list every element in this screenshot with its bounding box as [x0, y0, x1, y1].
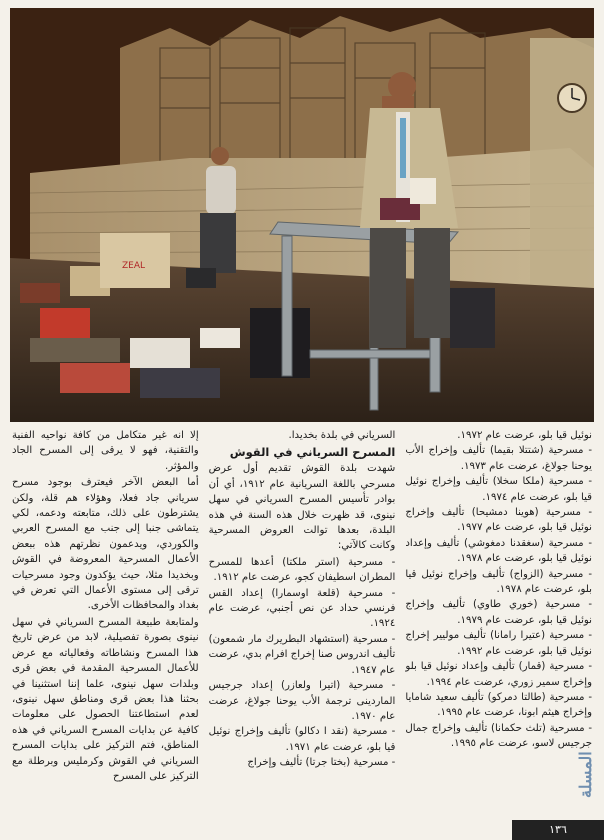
paragraph: إلا انه غير متكامل من كافة نواحيه الفنية والتقنية، فهو لا يرقى إلى المسرح الجاد والمؤثر.: [12, 430, 199, 472]
list-item: - مسرحية (بختا جرتا) تأليف وإخراج: [247, 757, 396, 769]
article-columns: [12, 428, 592, 810]
list-item: - مسرحية (هوينا دمشيحا) تأليف وإخراج نوئيل قيا بلو، عرضت عام ١٩٧٧.: [405, 507, 593, 534]
paragraph: شهدت بلدة القوش تقديم أول عرض مسرحي باللغة السريانية عام ١٩١٢، أي أن بوادر تأسيس المسرح السرياني في سهل نينوى، قد ظهرت خلال هذه السنة في هذه البلدة، بعدها توالت العروض المسرحية وكانت كالآتي:: [208, 463, 396, 552]
paragraph: ولمتابعة طبيعة المسرح السرياني في سهل نينوى بصورة تفصيلية، لابد من عرض تاريخ هذا المسرح ونشاطاته وفعالياته مع عرض للأعمال المسرحية المقدمة في بعض قرى وبلدات سهل نينوى، علما إننا استثنينا في بحثنا هذا بعض قرى ومناطق سهل نينوى، لعدم استطاعتنا الحصول على معلومات كافية عن بدايات المسرح السرياني في هذه المناطق، فتم التركيز على بدايات المسرح السرياني في القوش وكرمليس وبرطلة مع التركيز على المسرح: [12, 616, 199, 782]
list-item: - مسرحية (الزواج) تأليف وإخراج نوئيل قيا بلو، عرضت عام ١٩٧٨.: [405, 568, 593, 596]
list-item: - مسرحية (تلث حكمانا) تأليف وإخراج جمال جرجيس لاسو، عرضت عام ١٩٩٥.: [405, 722, 593, 750]
paragraph: أما البعض الآخر فيعترف بوجود مسرح سرياني جاد فعلا، وهؤلاء هم قلة، ولكن يشترطون على ذلك، متابعته ودعمه، لكي يتماشى جنبا إلى جنب مع المسرح العربي والكوردي، ويدعمون نظرتهم هذه ببعض الأعمال المسرحية المعروضة في القوش وبخديدا مثلا، حيث يؤكدون وجود مسرحيات ترقى إلى مستوى الأعمال التي تعرض في بغداد والمحافظات الأخرى.: [12, 477, 199, 612]
list-item: - مسرحية (نقد ا دكالو) تأليف وإخراج نوئيل قيا بلو، عرضت عام ١٩٧١.: [208, 726, 396, 753]
page-number: ١٣٦: [512, 820, 604, 840]
column-right: [12, 428, 199, 810]
stage-sign-text: ZEAL: [122, 261, 146, 271]
column-middle: [209, 428, 396, 810]
magazine-brand: المسلة: [576, 751, 595, 798]
list-item: - مسرحية (شتتلا بقيما) تأليف وإخراج الأب يوحنا جولاغ، عرضت عام ١٩٧٣.: [405, 445, 593, 472]
list-item: - مسرحية (استشهاد البطريرك مار شمعون) تأليف اندروس صنا إخراج افرام بدي، عرضت عام ١٩٤٧.: [208, 633, 396, 676]
list-item: - مسرحية (طالتا دمركو) تأليف سعيد شامايا وإخراج هيثم ابونا، عرضت عام ١٩٩٥.: [405, 691, 593, 719]
column-left: [405, 428, 592, 810]
list-item: - مسرحية (خوري طاوي) تأليف وإخراج نوئيل قيا بلو، عرضت عام ١٩٧٩.: [405, 599, 593, 626]
list-item: نوئيل قيا بلو، عرضت عام ١٩٧٢.: [457, 430, 593, 441]
list-item: - مسرحية (سغقدنا دمغوشي) تأليف وإعداد نوئيل قيا بلو، عرضت عام ١٩٧٨.: [405, 537, 593, 565]
theater-scene-illustration: [10, 8, 594, 422]
paragraph: السرياني في بلدة بخديدا.: [288, 430, 396, 441]
list-item: - مسرحية (قمار) تأليف وإعداد نوئيل قيا بلو وإخراج سمير زوري، عرضت عام ١٩٩٤.: [405, 661, 593, 688]
stage-photo: [10, 8, 594, 422]
list-item: - مسرحية (اتيرا ولعازر) إعداد جرجيس الماردينى ترجمة الأب يوحنا جولاغ، عرضت عام ١٩٧٠.: [208, 680, 396, 722]
section-heading: المسرح السرياني في القوش: [229, 445, 396, 460]
list-item: - مسرحية (استر ملكتا) أعدها للمسرح المطران اسطيفان كجو، عرضت عام ١٩١٢.: [208, 556, 396, 584]
list-item: - مسرحية (قلعة اوسمارا) إعداد القس فرنسي حداد عن نص أجنبي، عرضت عام ١٩٢٤.: [208, 587, 396, 630]
list-item: - مسرحية (ملكا سخلا) تأليف وإخراج نوئيل قيا بلو، عرضت عام ١٩٧٤.: [405, 476, 593, 503]
list-item: - مسرحية (عتيرا رامانا) تأليف موليير إخراج نوئيل قيا بلو، عرضت عام ١٩٩٢.: [405, 630, 593, 657]
